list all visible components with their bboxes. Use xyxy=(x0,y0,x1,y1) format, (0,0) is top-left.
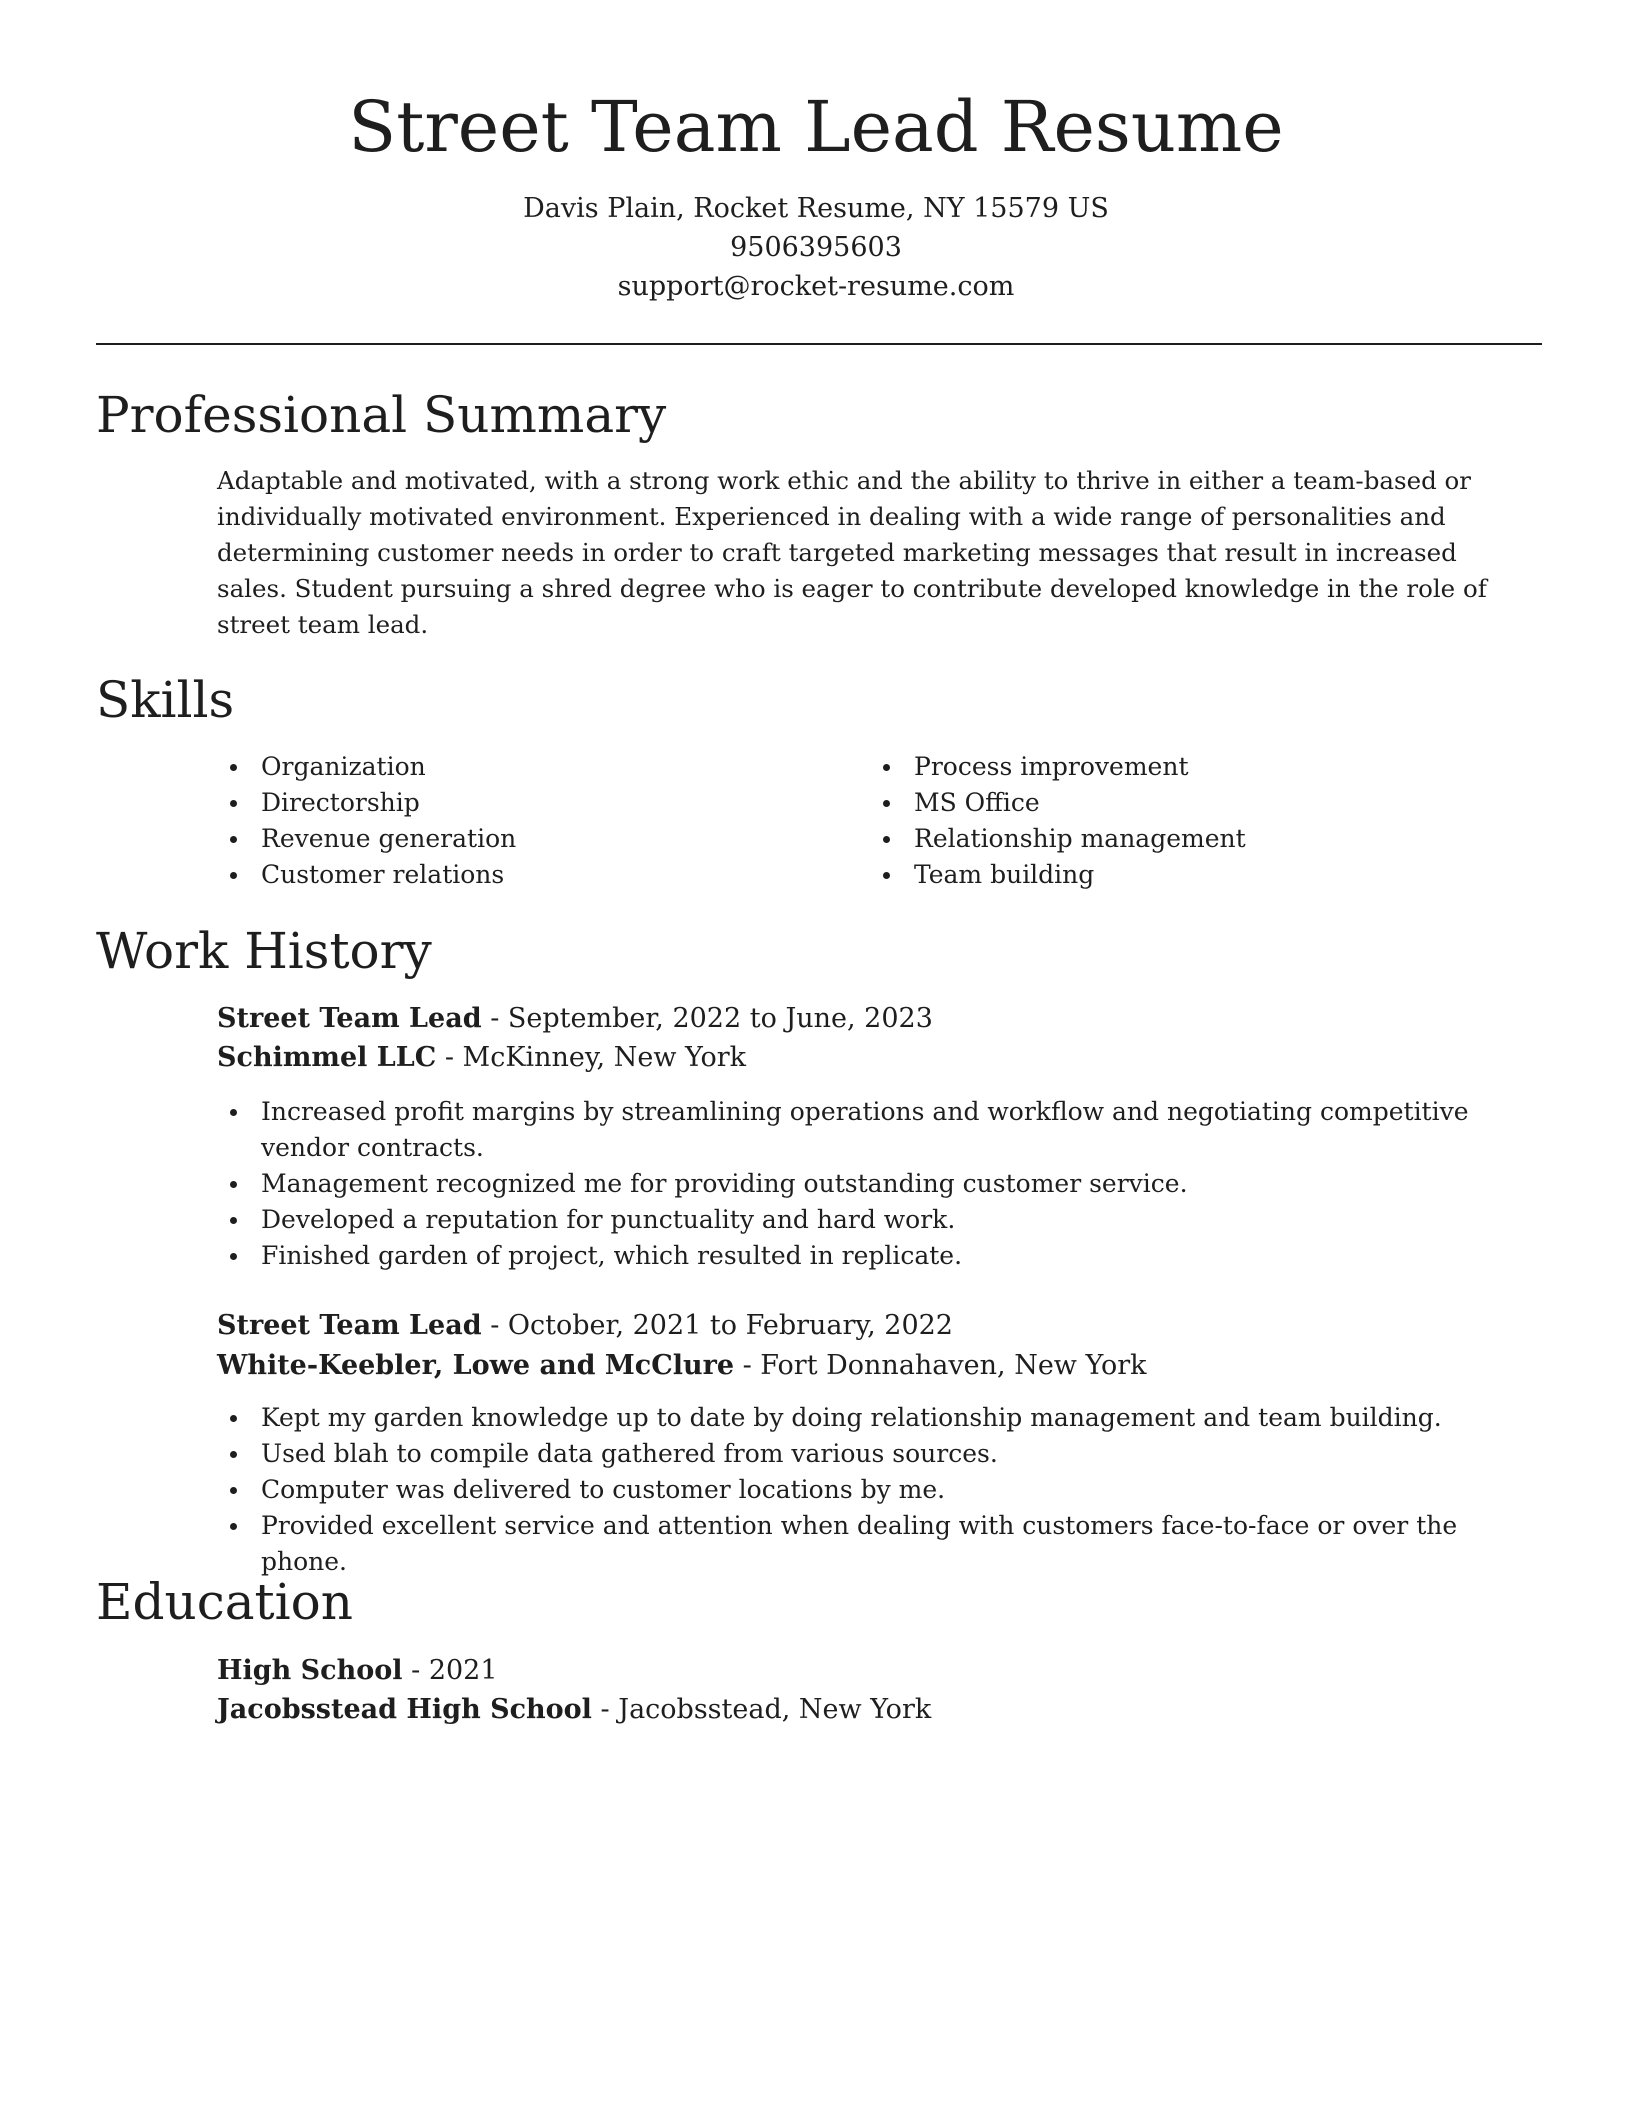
education-year: - 2021 xyxy=(402,1655,498,1686)
education-school-line xyxy=(217,1691,931,1729)
work-history-heading: Work History xyxy=(96,922,432,980)
job-company: White-Keebler, Lowe and McClure xyxy=(217,1350,734,1381)
job-bullet: Finished garden of project, which resulted in replicate. xyxy=(226,1238,1516,1274)
job-company-line xyxy=(217,1039,746,1077)
job-dates: - October, 2021 to February, 2022 xyxy=(481,1310,953,1341)
summary-heading: Professional Summary xyxy=(96,386,667,444)
job-bullet: Developed a reputation for punctuality and hard work. xyxy=(226,1202,1516,1238)
job-bullet: Kept my garden knowledge up to date by doing relationship management and team building. xyxy=(226,1400,1516,1436)
education-school: Jacobsstead High School xyxy=(217,1694,592,1725)
skill-item: Relationship management xyxy=(879,821,1246,857)
contact-phone: 9506395603 xyxy=(730,232,902,263)
education-degree-line xyxy=(217,1652,498,1690)
education-location: - Jacobsstead, New York xyxy=(591,1694,932,1725)
skill-item: Team building xyxy=(879,857,1246,893)
job-title-line xyxy=(217,1000,933,1038)
skill-item: Customer relations xyxy=(226,857,516,893)
skills-list-right xyxy=(879,749,1246,893)
job-bullet: Management recognized me for providing outstanding customer service. xyxy=(226,1166,1516,1202)
skill-item: Revenue generation xyxy=(226,821,516,857)
contact-email: support@rocket-resume.com xyxy=(617,271,1015,302)
job-bullet: Used blah to compile data gathered from various sources. xyxy=(226,1436,1516,1472)
skills-heading: Skills xyxy=(96,671,235,729)
job-title: Street Team Lead xyxy=(217,1003,482,1034)
summary-text: Adaptable and motivated, with a strong work ethic and the ability to thrive in either a team-based or individually motivated environment. Experienced in dealing with a wide range of personalities and determining customer needs in order to craft targeted marketing messages that result in increased sales. Student pursuing a shred degree who is eager to contribute developed knowledge in the role of street team lead. xyxy=(217,466,1487,639)
education-heading: Education xyxy=(96,1573,353,1631)
job-company: Schimmel LLC xyxy=(217,1042,437,1073)
skill-item: Directorship xyxy=(226,785,516,821)
job-location: - Fort Donnahaven, New York xyxy=(734,1350,1147,1381)
resume-title: Street Team Lead Resume xyxy=(348,86,1284,168)
job-dates: - September, 2022 to June, 2023 xyxy=(481,1003,933,1034)
skill-item: Organization xyxy=(226,749,516,785)
job-title-line xyxy=(217,1307,953,1345)
job-location: - McKinney, New York xyxy=(436,1042,747,1073)
job-title: Street Team Lead xyxy=(217,1310,482,1341)
skill-item: MS Office xyxy=(879,785,1246,821)
job-bullets xyxy=(226,1094,1516,1274)
job-company-line xyxy=(217,1347,1147,1385)
job-bullet: Provided excellent service and attention when dealing with customers face-to-face or over the phone. xyxy=(226,1508,1516,1580)
skill-item: Process improvement xyxy=(879,749,1246,785)
contact-address: Davis Plain, Rocket Resume, NY 15579 US xyxy=(523,193,1109,224)
skills-list-left xyxy=(226,749,516,893)
header-divider xyxy=(96,343,1542,345)
job-bullets xyxy=(226,1400,1516,1580)
job-bullet: Computer was delivered to customer locations by me. xyxy=(226,1472,1516,1508)
job-bullet: Increased profit margins by streamlining operations and workflow and negotiating competitive vendor contracts. xyxy=(226,1094,1516,1166)
education-degree: High School xyxy=(217,1655,403,1686)
